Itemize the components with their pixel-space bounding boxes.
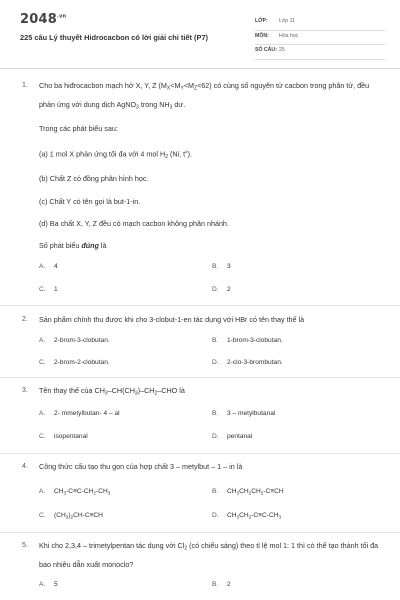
subscript: 2	[154, 390, 158, 397]
option-a[interactable]	[39, 263, 58, 270]
option-d[interactable]	[212, 286, 231, 293]
option-text: 1	[54, 286, 58, 293]
stem-text: trong NH	[138, 99, 170, 109]
statements-intro: Trong các phát biểu sau:	[39, 124, 118, 133]
subscript: 2	[248, 490, 252, 496]
formula-part: CH	[239, 512, 249, 519]
option-letter: C.	[39, 359, 46, 366]
subscript: 3	[107, 490, 111, 496]
question-stem	[39, 78, 384, 115]
meta-table	[255, 16, 385, 60]
question-number: 3.	[22, 387, 28, 394]
option-text: pentanal	[227, 433, 253, 440]
meta-row-count	[255, 45, 385, 60]
question-stem	[39, 383, 384, 402]
formula-part: CH	[227, 488, 237, 495]
stmt-text: (Ni, t	[168, 149, 186, 159]
stem-text: <M	[183, 81, 194, 90]
option-text: 5	[54, 581, 58, 588]
option-letter: A.	[39, 410, 46, 417]
meta-value: Lớp 11	[279, 18, 295, 24]
option-letter: A.	[39, 337, 46, 344]
formula-part: )	[68, 512, 71, 519]
meta-row-class	[255, 16, 385, 31]
subscript: 3	[104, 390, 108, 397]
header-divider	[0, 68, 400, 69]
option-c[interactable]	[39, 433, 88, 440]
stem-text: dư.	[172, 99, 186, 109]
option-c[interactable]	[39, 359, 110, 366]
formula-part: -C≡C-CH	[251, 512, 279, 519]
question-divider	[0, 377, 400, 378]
meta-value: Hóa học	[279, 32, 299, 39]
superscript: o	[185, 149, 188, 154]
option-d[interactable]	[212, 512, 281, 520]
option-letter: D.	[212, 286, 219, 293]
ask-text: Số phát biểu	[39, 241, 82, 250]
stem-text: Khi cho 2,3,4 – trimetylpentan tác dụng với Cl	[39, 541, 185, 550]
stem-text: Tên thay thế của CH	[39, 386, 105, 395]
question-number: 2.	[22, 316, 28, 323]
option-a[interactable]	[39, 337, 110, 344]
question-ask	[39, 241, 107, 250]
option-letter: C.	[39, 512, 46, 519]
statement-c: (c) Chất Y có tên gọi là but-1-in.	[39, 197, 141, 206]
option-c[interactable]	[39, 286, 58, 293]
formula-part: CH	[239, 488, 249, 495]
option-a[interactable]	[39, 581, 58, 588]
option-letter: D.	[212, 512, 219, 519]
option-text: 2	[227, 581, 231, 588]
stem-text: <M	[170, 81, 181, 90]
option-letter: C.	[39, 433, 46, 440]
option-letter: A.	[39, 488, 46, 495]
subscript: 2	[93, 490, 96, 496]
stem-text: –CHO là	[157, 386, 185, 395]
question-divider	[0, 532, 400, 533]
question-number: 5.	[22, 542, 28, 549]
option-b[interactable]	[212, 410, 275, 417]
option-text: 2-clo-3-brombutan.	[227, 359, 283, 366]
subscript: Z	[194, 85, 198, 92]
meta-key: LỚP:	[255, 18, 268, 24]
option-text: 2-brom-3-clobutan.	[54, 337, 110, 344]
formula-part: CH-C≡CH	[73, 512, 103, 519]
page-header	[20, 12, 385, 60]
option-c[interactable]	[39, 512, 103, 520]
option-a[interactable]	[39, 488, 110, 496]
document-title: 225 câu Lý thuyết Hidrocacbon có lời giải chi tiết (P7)	[20, 33, 209, 42]
stem-text: )–CH	[137, 386, 155, 395]
formula-part: -C≡C-CH	[66, 488, 94, 495]
meta-key: MÔN:	[255, 32, 269, 39]
option-text: 2-brom-2-clobutan.	[54, 359, 110, 366]
subscript: 2	[70, 514, 74, 520]
stem-text: Cho ba hiđrocacbon mạch hở X, Y, Z (M	[39, 81, 167, 90]
subscript: Y	[180, 85, 184, 92]
ask-text: là	[98, 241, 107, 250]
subscript: 2	[248, 514, 252, 520]
option-letter: B.	[212, 410, 219, 417]
subscript: 2	[184, 545, 188, 552]
option-letter: B.	[212, 337, 219, 344]
formula-part: (CH	[54, 512, 66, 519]
formula-part: CH	[227, 512, 237, 519]
statement-a	[39, 149, 192, 160]
stem-text: (có chiếu sáng) theo tỉ lệ mol 1: 1 thì có thể tạo thành tối đa bao nhiêu dẫn xuất monoclo?	[39, 541, 379, 569]
option-letter: B.	[212, 581, 219, 588]
option-a[interactable]	[39, 410, 120, 417]
question-divider	[0, 305, 400, 306]
question-number: 4.	[22, 463, 28, 470]
option-text: 2	[227, 286, 231, 293]
stmt-text: (a) 1 mol X phản ứng tối đa với 4 mol H	[39, 149, 166, 159]
subscript: 3	[65, 514, 69, 520]
formula-part: -C≡CH	[263, 488, 284, 495]
option-letter: D.	[212, 433, 219, 440]
option-b[interactable]	[212, 488, 284, 496]
option-text: 4	[54, 263, 58, 270]
meta-key: SỐ CÂU:	[255, 47, 277, 53]
subscript: 3	[63, 490, 67, 496]
question-stem	[39, 538, 384, 572]
subscript: 2	[260, 490, 264, 496]
question-stem: Sản phẩm chính thu được khi cho 3-clobut-1-en tác dụng với HBr có tên thay thế là	[39, 315, 305, 324]
subscript: 3	[236, 490, 240, 496]
option-letter: B.	[212, 263, 219, 270]
statement-b: (b) Chất Z có đồng phân hình học.	[39, 174, 149, 183]
statement-d: (d) Ba chất X, Y, Z đều có mạch cacbon không phân nhánh.	[39, 219, 229, 228]
option-text: 1-brom-3-clobutan.	[227, 337, 283, 344]
question-divider	[0, 453, 400, 454]
stmt-text: ).	[187, 149, 192, 159]
meta-row-subject	[255, 31, 385, 46]
subscript: 3	[136, 104, 139, 110]
option-text: 3 – metylbutanal	[227, 410, 276, 417]
logo-suffix: .vn	[56, 13, 67, 20]
stem-text: –CH(CH	[107, 386, 135, 395]
formula-part: -CH	[95, 488, 108, 495]
subscript: 3	[169, 104, 173, 110]
formula-part: CH	[54, 488, 64, 495]
site-logo[interactable]	[20, 12, 66, 27]
option-b[interactable]	[212, 581, 231, 588]
option-letter: A.	[39, 581, 46, 588]
option-letter: B.	[212, 488, 219, 495]
option-text: 2- mmetylbutan- 4 – al	[54, 410, 120, 417]
option-letter: D.	[212, 359, 219, 366]
option-d[interactable]	[212, 433, 252, 440]
formula-part: CH	[251, 488, 261, 495]
option-letter: C.	[39, 286, 46, 293]
option-b[interactable]	[212, 337, 283, 344]
logo-text: 2048	[20, 12, 57, 27]
subscript: 3	[278, 514, 282, 520]
question-number: 1.	[22, 82, 28, 89]
option-text: isopentanal	[54, 433, 88, 440]
subscript: X	[166, 85, 171, 92]
subscript: 2	[165, 153, 168, 160]
option-letter: A.	[39, 263, 46, 270]
option-text: 3	[227, 263, 231, 270]
subscript: 3	[134, 390, 138, 397]
option-d[interactable]	[212, 359, 283, 366]
meta-value: 25	[279, 47, 285, 53]
option-b[interactable]	[212, 263, 231, 270]
stem-text: <62) có cùng số nguyên tử cacbon trong phân tử, đều phản ứng với dung dịch AgNO	[39, 81, 370, 109]
question-stem: Công thức cấu tạo thu gọn của hợp chất 3 – metylbut – 1 – in là	[39, 462, 243, 471]
subscript: 3	[236, 514, 240, 520]
ask-emphasis: đúng	[81, 241, 99, 250]
